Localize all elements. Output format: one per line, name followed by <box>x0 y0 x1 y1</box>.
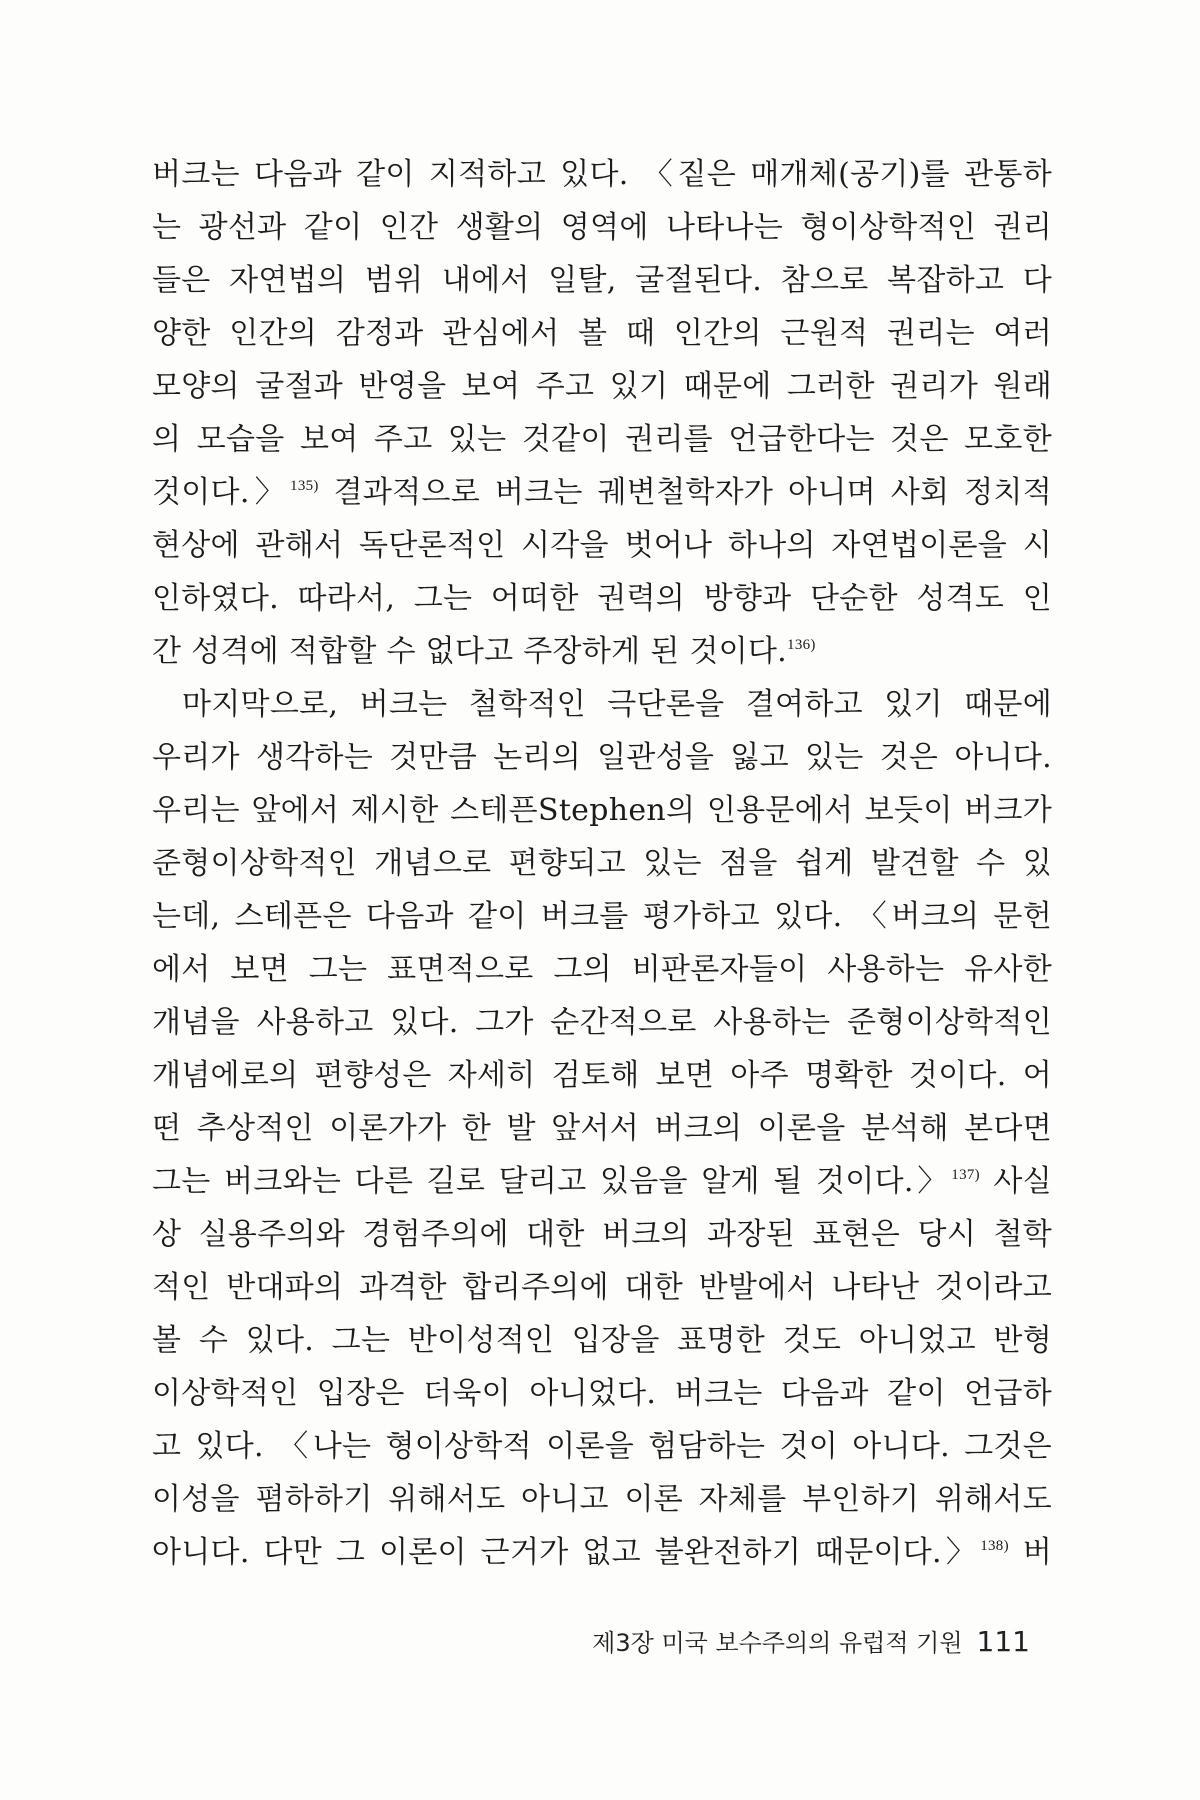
text-line <box>152 996 1052 1049</box>
line-text: 상 실용주의와 경험주의에 대한 버크의 과장된 표현은 당시 철학 <box>152 1217 1052 1252</box>
text-line <box>152 1261 1052 1314</box>
line-text: 준형이상학적인 개념으로 편향되고 있는 점을 쉽게 발견할 수 있 <box>152 846 1052 881</box>
line-text: 간 성격에 적합할 수 없다고 주장하게 된 것이다. <box>152 634 788 669</box>
line-text: 아니다. 다만 그 이론이 근거가 없고 불완전하기 때문이다.〉 <box>152 1535 981 1570</box>
footnote-marker: 135) <box>290 478 319 494</box>
text-line <box>152 943 1052 996</box>
line-text: 개념에로의 편향성은 자세히 검토해 보면 아주 명확한 것이다. 어 <box>152 1058 1052 1093</box>
text-line <box>152 307 1052 360</box>
text-line <box>152 254 1052 307</box>
line-text: 볼 수 있다. 그는 반이성적인 입장을 표명한 것도 아니었고 반형 <box>152 1323 1052 1358</box>
text-line <box>152 1049 1052 1102</box>
line-text: 현상에 관해서 독단론적인 시각을 벗어나 하나의 자연법이론을 시 <box>152 528 1052 563</box>
running-head: 제3장 미국 보수주의의 유럽적 기원 <box>592 1629 963 1657</box>
line-text: 우리가 생각하는 것만큼 논리의 일관성을 잃고 있는 것은 아니다. <box>152 740 1052 775</box>
footnote-marker: 136) <box>787 637 816 653</box>
line-text: 개념을 사용하고 있다. 그가 순간적으로 사용하는 준형이상학적인 <box>152 1005 1052 1040</box>
line-text: 고 있다. 〈나는 형이상학적 이론을 험담하는 것이 아니다. 그것은 <box>152 1429 1052 1464</box>
line-text: 의 모습을 보여 주고 있는 것같이 권리를 언급한다는 것은 모호한 <box>152 422 1052 457</box>
line-text: 에서 보면 그는 표면적으로 그의 비판론자들이 사용하는 유사한 <box>152 952 1052 987</box>
line-text-continued: 사실 <box>979 1164 1052 1199</box>
text-line <box>152 1526 1052 1579</box>
line-text: 적인 반대파의 과격한 합리주의에 대한 반발에서 나타난 것이라고 <box>152 1270 1052 1305</box>
line-text: 이상학적인 입장은 더욱이 아니었다. 버크는 다음과 같이 언급하 <box>152 1376 1052 1411</box>
line-text: 들은 자연법의 범위 내에서 일탈, 굴절된다. 참으로 복잡하고 다 <box>152 263 1052 298</box>
text-line <box>152 731 1052 784</box>
line-text: 는 광선과 같이 인간 생활의 영역에 나타나는 형이상학적인 권리 <box>152 210 1052 245</box>
body-text <box>152 148 1052 1579</box>
footnote-marker: 137) <box>951 1167 980 1183</box>
text-line <box>152 784 1052 837</box>
text-line <box>152 572 1052 625</box>
text-line <box>152 1367 1052 1420</box>
text-line <box>152 1473 1052 1526</box>
text-line <box>152 413 1052 466</box>
page-footer <box>592 1623 1030 1658</box>
text-line <box>152 519 1052 572</box>
line-text: 떤 추상적인 이론가가 한 발 앞서서 버크의 이론을 분석해 본다면 <box>152 1111 1052 1146</box>
text-line <box>152 1208 1052 1261</box>
line-text-continued: 버 <box>1008 1535 1052 1570</box>
line-text: 그는 버크와는 다른 길로 달리고 있음을 알게 될 것이다.〉 <box>152 1164 952 1199</box>
line-text: 것이다.〉 <box>152 475 291 510</box>
text-line <box>152 678 1052 731</box>
line-text: 인하였다. 따라서, 그는 어떠한 권력의 방향과 단순한 성격도 인 <box>152 581 1052 616</box>
footnote-marker: 138) <box>980 1538 1009 1554</box>
line-text: 우리는 앞에서 제시한 스테픈Stephen의 인용문에서 보듯이 버크가 <box>152 793 1052 828</box>
text-line <box>152 1314 1052 1367</box>
text-line <box>152 1155 1052 1208</box>
text-line <box>152 201 1052 254</box>
page-number: 111 <box>976 1625 1030 1658</box>
text-line <box>152 837 1052 890</box>
text-line <box>152 625 1052 678</box>
text-line <box>152 1420 1052 1473</box>
line-text-continued: 결과적으로 버크는 궤변철학자가 아니며 사회 정치적 <box>318 475 1052 510</box>
line-text: 양한 인간의 감정과 관심에서 볼 때 인간의 근원적 권리는 여러 <box>152 316 1052 351</box>
text-line <box>152 360 1052 413</box>
text-line <box>152 148 1052 201</box>
line-text: 이성을 폄하하기 위해서도 아니고 이론 자체를 부인하기 위해서도 <box>152 1482 1052 1517</box>
text-line <box>152 890 1052 943</box>
line-text: 마지막으로, 버크는 철학적인 극단론을 결여하고 있기 때문에 <box>182 687 1052 722</box>
text-line <box>152 1102 1052 1155</box>
line-text: 모양의 굴절과 반영을 보여 주고 있기 때문에 그러한 권리가 원래 <box>152 369 1052 404</box>
text-line <box>152 466 1052 519</box>
line-text: 버크는 다음과 같이 지적하고 있다. 〈짙은 매개체(공기)를 관통하 <box>152 157 1052 192</box>
line-text: 는데, 스테픈은 다음과 같이 버크를 평가하고 있다. 〈버크의 문헌 <box>152 899 1052 934</box>
